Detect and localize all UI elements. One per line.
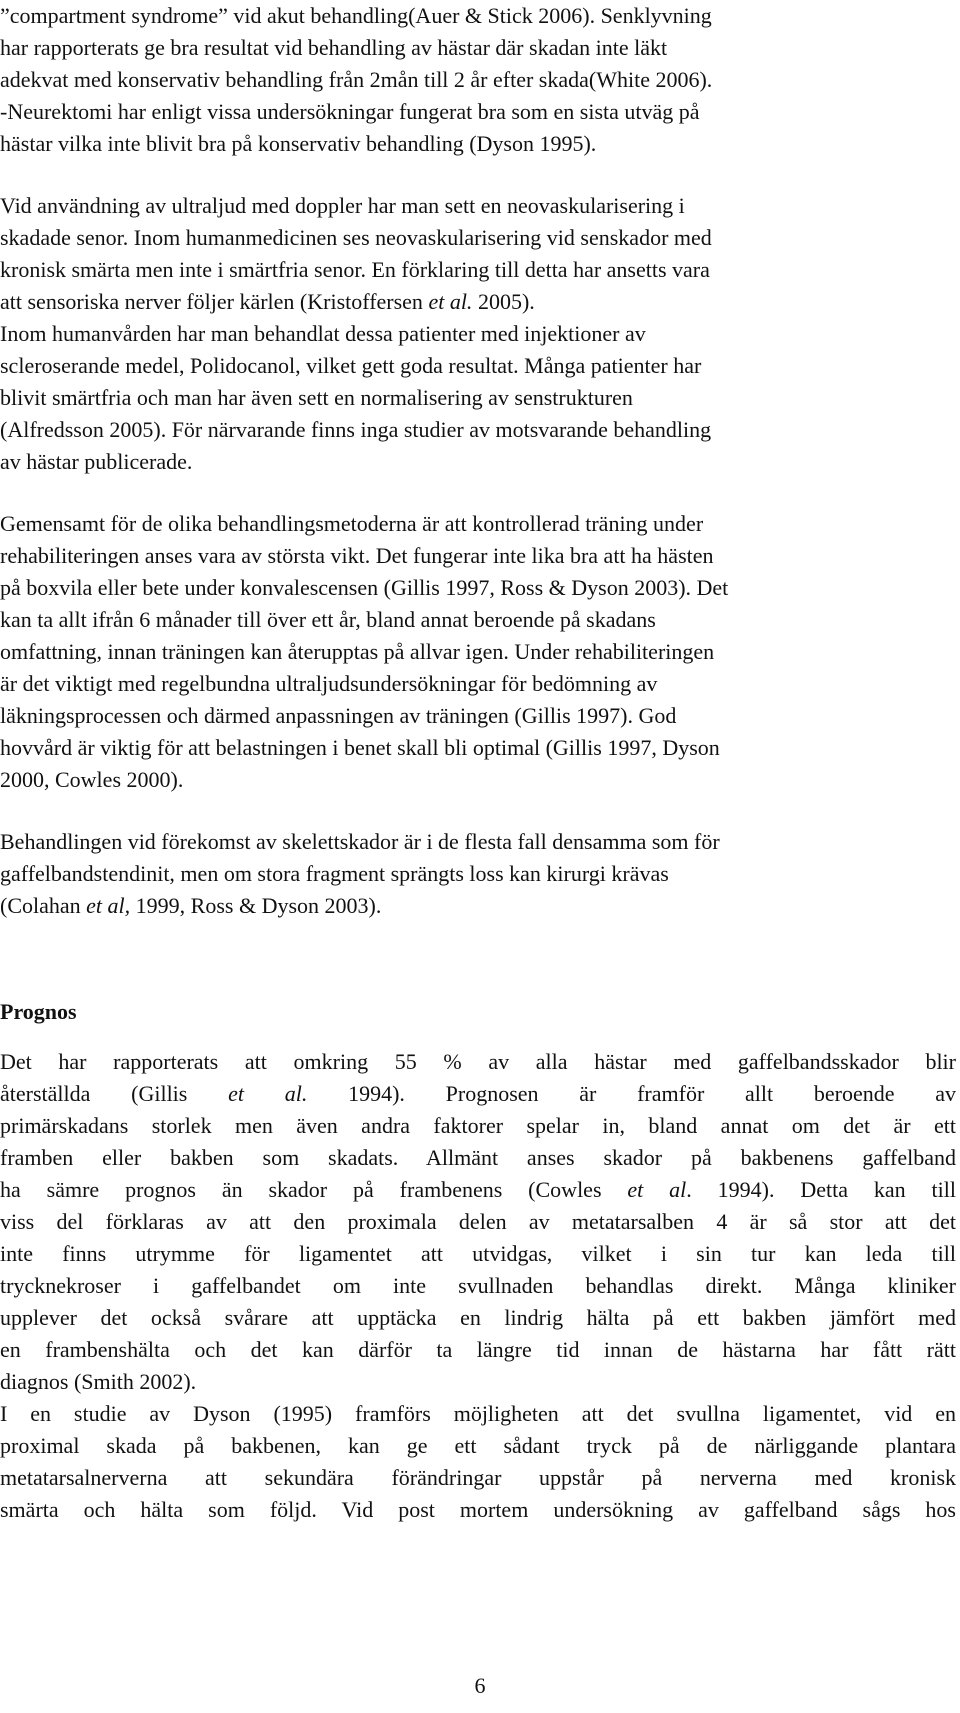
paragraph-neovascularisation (0, 190, 956, 478)
text-line: Behandlingen vid förekomst av skelettskador är i de flesta fall densamma som för (0, 829, 720, 854)
text-line: upplever det också svårare att upptäcka en lindrig hälta på ett bakben jämfört med (0, 1305, 956, 1330)
text-run: 1994). Prognosen är framför allt beroende av (307, 1081, 956, 1106)
text-line: scleroserande medel, Polidocanol, vilket gett goda resultat. Många patienter har (0, 353, 702, 378)
text-line: hästar vilka inte blivit bra på konservativ behandling (Dyson 1995). (0, 131, 597, 156)
text-line: är det viktigt med regelbundna ultraljudsundersökningar för bedömning av (0, 671, 658, 696)
text-line (0, 286, 956, 318)
text-line: rehabiliteringen anses vara av största vikt. Det fungerar inte lika bra att ha hästen (0, 543, 714, 568)
text-line: framben eller bakben som skadats. Allmänt anses skador på bakbenens gaffelband (0, 1145, 956, 1170)
text-line: proximal skada på bakbenen, kan ge ett sådant tryck på de närliggande plantara (0, 1433, 956, 1458)
text-run: ha sämre prognos än skador på frambenens (Cowles (0, 1177, 628, 1202)
text-line: trycknekroser i gaffelbandet om inte svullnaden behandlas direkt. Många kliniker (0, 1273, 956, 1298)
text-line: skadade senor. Inom humanmedicinen ses neovaskularisering vid senskador med (0, 225, 712, 250)
text-line: på boxvila eller bete under konvalescensen (Gillis 1997, Ross & Dyson 2003). Det (0, 575, 729, 600)
paragraph-skeletal-injuries (0, 826, 956, 922)
italic-text: et al. (228, 1081, 308, 1106)
paragraph-treatment-options (0, 0, 956, 160)
text-line (0, 1174, 956, 1206)
section-heading-prognos: Prognos (0, 999, 77, 1024)
text-line: diagnos (Smith 2002). (0, 1369, 197, 1394)
text-line: viss del förklaras av att den proximala delen av metatarsalben 4 är så stor att det (0, 1209, 956, 1234)
text-line: har rapporterats ge bra resultat vid behandling av hästar där skadan inte läkt (0, 35, 668, 60)
text-line (0, 890, 956, 922)
text-line: Inom humanvården har man behandlat dessa patienter med injektioner av (0, 321, 646, 346)
text-run: återställda (Gillis (0, 1081, 229, 1106)
text-line: Gemensamt för de olika behandlingsmetoderna är att kontrollerad träning under (0, 511, 704, 536)
text-line: Vid användning av ultraljud med doppler har man sett en neovaskularisering i (0, 193, 685, 218)
text-line: av hästar publicerade. (0, 449, 193, 474)
page-number: 6 (474, 1673, 486, 1698)
text-line: kan ta allt ifrån 6 månader till över ett år, bland annat beroende på skadans (0, 607, 656, 632)
paragraph-rehabilitation (0, 508, 956, 796)
text-line: smärta och hälta som följd. Vid post mortem undersökning av gaffelband sågs hos (0, 1497, 956, 1522)
text-line: adekvat med konservativ behandling från 2mån till 2 år efter skada(White 2006). (0, 67, 713, 92)
text-line: hovvård är viktig för att belastningen i benet skall bli optimal (Gillis 1997, Dyson (0, 735, 720, 760)
text-run: . 1994). Detta kan till (686, 1177, 956, 1202)
text-line: läkningsprocessen och därmed anpassningen av träningen (Gillis 1997). God (0, 703, 677, 728)
italic-text: et al. (428, 289, 473, 314)
text-run: att sensoriska nerver följer kärlen (Kristoffersen (0, 289, 429, 314)
text-line: inte finns utrymme för ligamentet att utvidgas, vilket i sin tur kan leda till (0, 1241, 956, 1266)
text-line: kronisk smärta men inte i smärtfria senor. En förklaring till detta har ansetts vara (0, 257, 710, 282)
italic-text: et al (627, 1177, 687, 1202)
text-run: 2005). (472, 289, 535, 314)
text-line: -Neurektomi har enligt vissa undersökningar fungerat bra som en sista utväg på (0, 99, 700, 124)
text-line: ”compartment syndrome” vid akut behandling(Auer & Stick 2006). Senklyvning (0, 3, 712, 28)
text-line: primärskadans storlek men även andra faktorer spelar in, bland annat om det är ett (0, 1113, 956, 1138)
text-line: en frambenshälta och det kan därför ta längre tid innan de hästarna har fått rätt (0, 1337, 956, 1362)
text-run: (Colahan (0, 893, 87, 918)
italic-text: et al, (86, 893, 131, 918)
paragraph-prognos (0, 1046, 956, 1526)
text-line: gaffelbandstendinit, men om stora fragment sprängts loss kan kirurgi krävas (0, 861, 669, 886)
text-run: 1999, Ross & Dyson 2003). (130, 893, 382, 918)
text-line (0, 1078, 956, 1110)
text-line: blivit smärtfria och man har även sett en normalisering av senstrukturen (0, 385, 633, 410)
text-line: Det har rapporterats att omkring 55 % av alla hästar med gaffelbandsskador blir (0, 1049, 956, 1074)
text-line: omfattning, innan träningen kan återupptas på allvar igen. Under rehabiliteringen (0, 639, 715, 664)
text-line: I en studie av Dyson (1995) framförs möjligheten att det svullna ligamentet, vid en (0, 1401, 956, 1426)
text-line: metatarsalnerverna att sekundära förändringar uppstår på nerverna med kronisk (0, 1465, 956, 1490)
text-line: 2000, Cowles 2000). (0, 767, 184, 792)
text-line: (Alfredsson 2005). För närvarande finns inga studier av motsvarande behandling (0, 417, 712, 442)
